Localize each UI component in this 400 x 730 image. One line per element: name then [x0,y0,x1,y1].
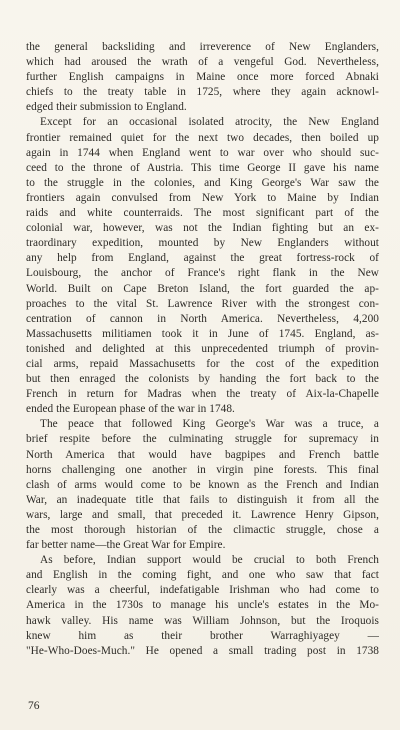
text-line: North America that would have bagpipes and French battle [26,448,379,461]
text-line: again in 1744 when England went to war over who should suc- [26,146,379,159]
text-line: The peace that followed King George's War was a truce, a [40,418,379,431]
text-line: brief respite before the culminating struggle for supremacy in [26,433,379,446]
text-line: further English campaigns in Maine once more forced Abnaki [26,71,379,84]
text-line: the most thorough historian of the climactic struggle, chose a [26,524,379,536]
text-line: which had aroused the wrath of a vengeful God. Nevertheless, [26,56,379,69]
text-line: hawk valley. His name was William Johnson, but the Iroquois [26,614,379,627]
text-line: clearly was a cheerful, indefatigable Irishman who had come to [26,584,379,597]
text-line: clash of arms would come to be known as the French and Indian [26,478,379,491]
text-line: raids and white counterraids. The most significant part of the [26,207,379,220]
text-line: World. Built on Cape Breton Island, the fort guarded the ap- [26,282,379,295]
paragraph [26,40,379,115]
text-line: and English in the coming fight, and one who saw that fact [26,569,379,582]
paragraph [26,553,379,659]
text-line: colonial war, however, was not the Indian fighting but an ex- [26,222,379,235]
text-line: to the struggle in the colonies, and King George's War saw the [26,176,379,189]
text-line: but then enraged the colonists by handing the fort back to the [26,373,379,386]
text-line: proaches to the vital St. Lawrence River with the strongest con- [26,297,379,310]
text-line: horns challenging one another in virgin pine forests. This final [26,463,379,476]
text-line: far better name—the Great War for Empire. [26,539,226,552]
text-line: the general backsliding and irreverence of New Englanders, [26,41,379,53]
text-line: traordinary expedition, mounted by New Englanders without [26,237,379,250]
text-line: tonished and delighted at this unprecedented triumph of provin- [26,342,379,355]
text-line: wars, large and small, that preceded it. Lawrence Henry Gipson, [26,508,379,521]
text-line: ceed to the throne of Austria. This time George II gave his name [26,161,379,174]
text-line: Louisbourg, the anchor of France's right flank in the New [26,267,379,280]
page-number: 76 [28,700,40,712]
text-line: "He-Who-Does-Much." He opened a small trading post in 1738 [26,644,379,657]
text-line: As before, Indian support would be crucial to both French [40,554,379,567]
text-line: War, an inadequate title that fails to distinguish it from all the [26,493,379,506]
body-text [26,40,379,659]
text-line: Massachusetts militiamen took it in June of 1745. England, as- [26,327,379,340]
text-line: cial arms, repaid Massachusetts for the cost of the expedition [26,357,379,370]
text-line: America in the 1730s to manage his uncle's estates in the Mo- [26,599,379,612]
paragraph [26,417,379,553]
text-line: ended the European phase of the war in 1748. [26,403,235,416]
text-line: centration of cannon in North America. Nevertheless, 4,200 [26,312,379,325]
text-line: frontier remained quiet for the next two decades, then boiled up [26,131,379,144]
text-line: knew him as their brother Warraghiyagey — [26,629,379,642]
text-line: chiefs to the treaty table in 1725, where they again acknowl- [26,86,379,99]
text-line: any help from England, against the great fortress-rock of [26,252,379,265]
text-line: Except for an occasional isolated atrocity, the New England [40,116,379,129]
text-line: frontiers again convulsed from New York to Maine by Indian [26,191,379,204]
text-line: French in return for Madras when the treaty of Aix-la-Chapelle [26,388,379,401]
text-line: edged their submission to England. [26,101,187,114]
paragraph [26,115,379,417]
